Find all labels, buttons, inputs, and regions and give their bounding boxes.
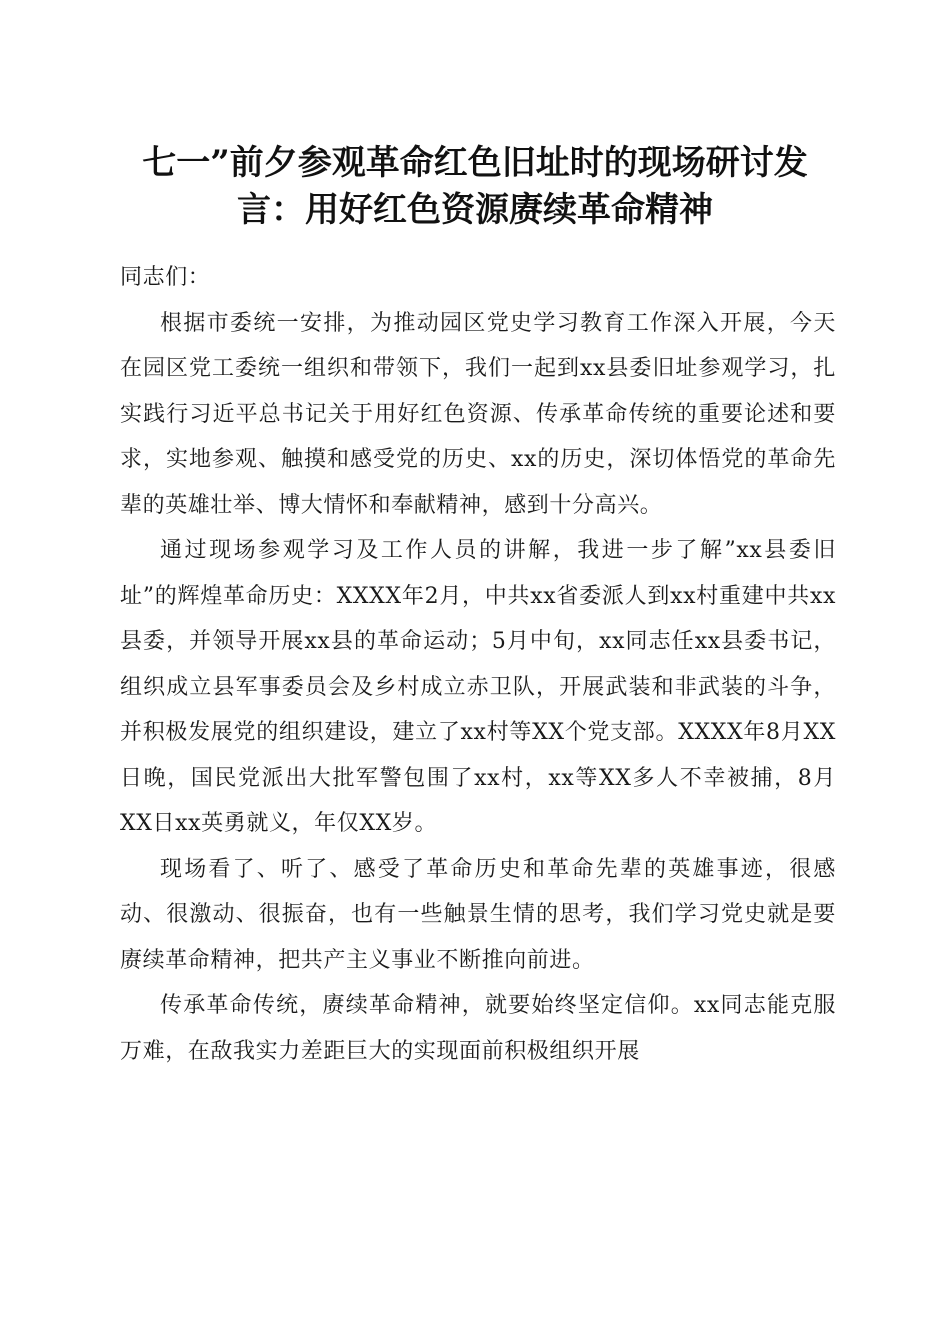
paragraph-2: 通过现场参观学习及工作人员的讲解，我进一步了解”xx县委旧址”的辉煌革命历史：XXXX年2月，中共xx省委派人到xx村重建中共xx县委，并领导开展xx县的革命运动；5月中旬，xx同志任xx县委书记，组织成立县军事委员会及乡村成立赤卫队，开展武装和非武装的斗争，并积极发展党的组织建设，建立了xx村等XX个党支部。XXXX年8月XX日晚，国民党派出大批军警包围了xx村，xx等XX多人不幸被捕，8月XX日xx英勇就义，年仅XX岁。	[120, 538, 836, 836]
document-title: 七一”前夕参观革命红色旧址时的现场研讨发言：用好红色资源赓续革命精神	[142, 143, 808, 230]
salutation: 同志们：	[120, 265, 211, 290]
paragraph-4: 传承革命传统，赓续革命精神，就要始终坚定信仰。xx同志能克服万难，在敌我实力差距巨大的实现面前积极组织开展	[120, 993, 836, 1064]
paragraph-3: 现场看了、听了、感受了革命历史和革命先辈的英雄事迹，很感动、很激动、很振奋，也有一些触景生情的思考，我们学习党史就是要赓续革命精神，把共产主义事业不断推向前进。	[120, 856, 836, 973]
paragraph-1: 根据市委统一安排，为推动园区党史学习教育工作深入开展，今天在园区党工委统一组织和带领下，我们一起到xx县委旧址参观学习，扎实践行习近平总书记关于用好红色资源、传承革命传统的重要论述和要求，实地参观、触摸和感受党的历史、xx的历史，深切体悟党的革命先辈的英雄壮举、博大情怀和奉献精神，感到十分高兴。	[120, 310, 836, 518]
document-body	[120, 255, 836, 1074]
